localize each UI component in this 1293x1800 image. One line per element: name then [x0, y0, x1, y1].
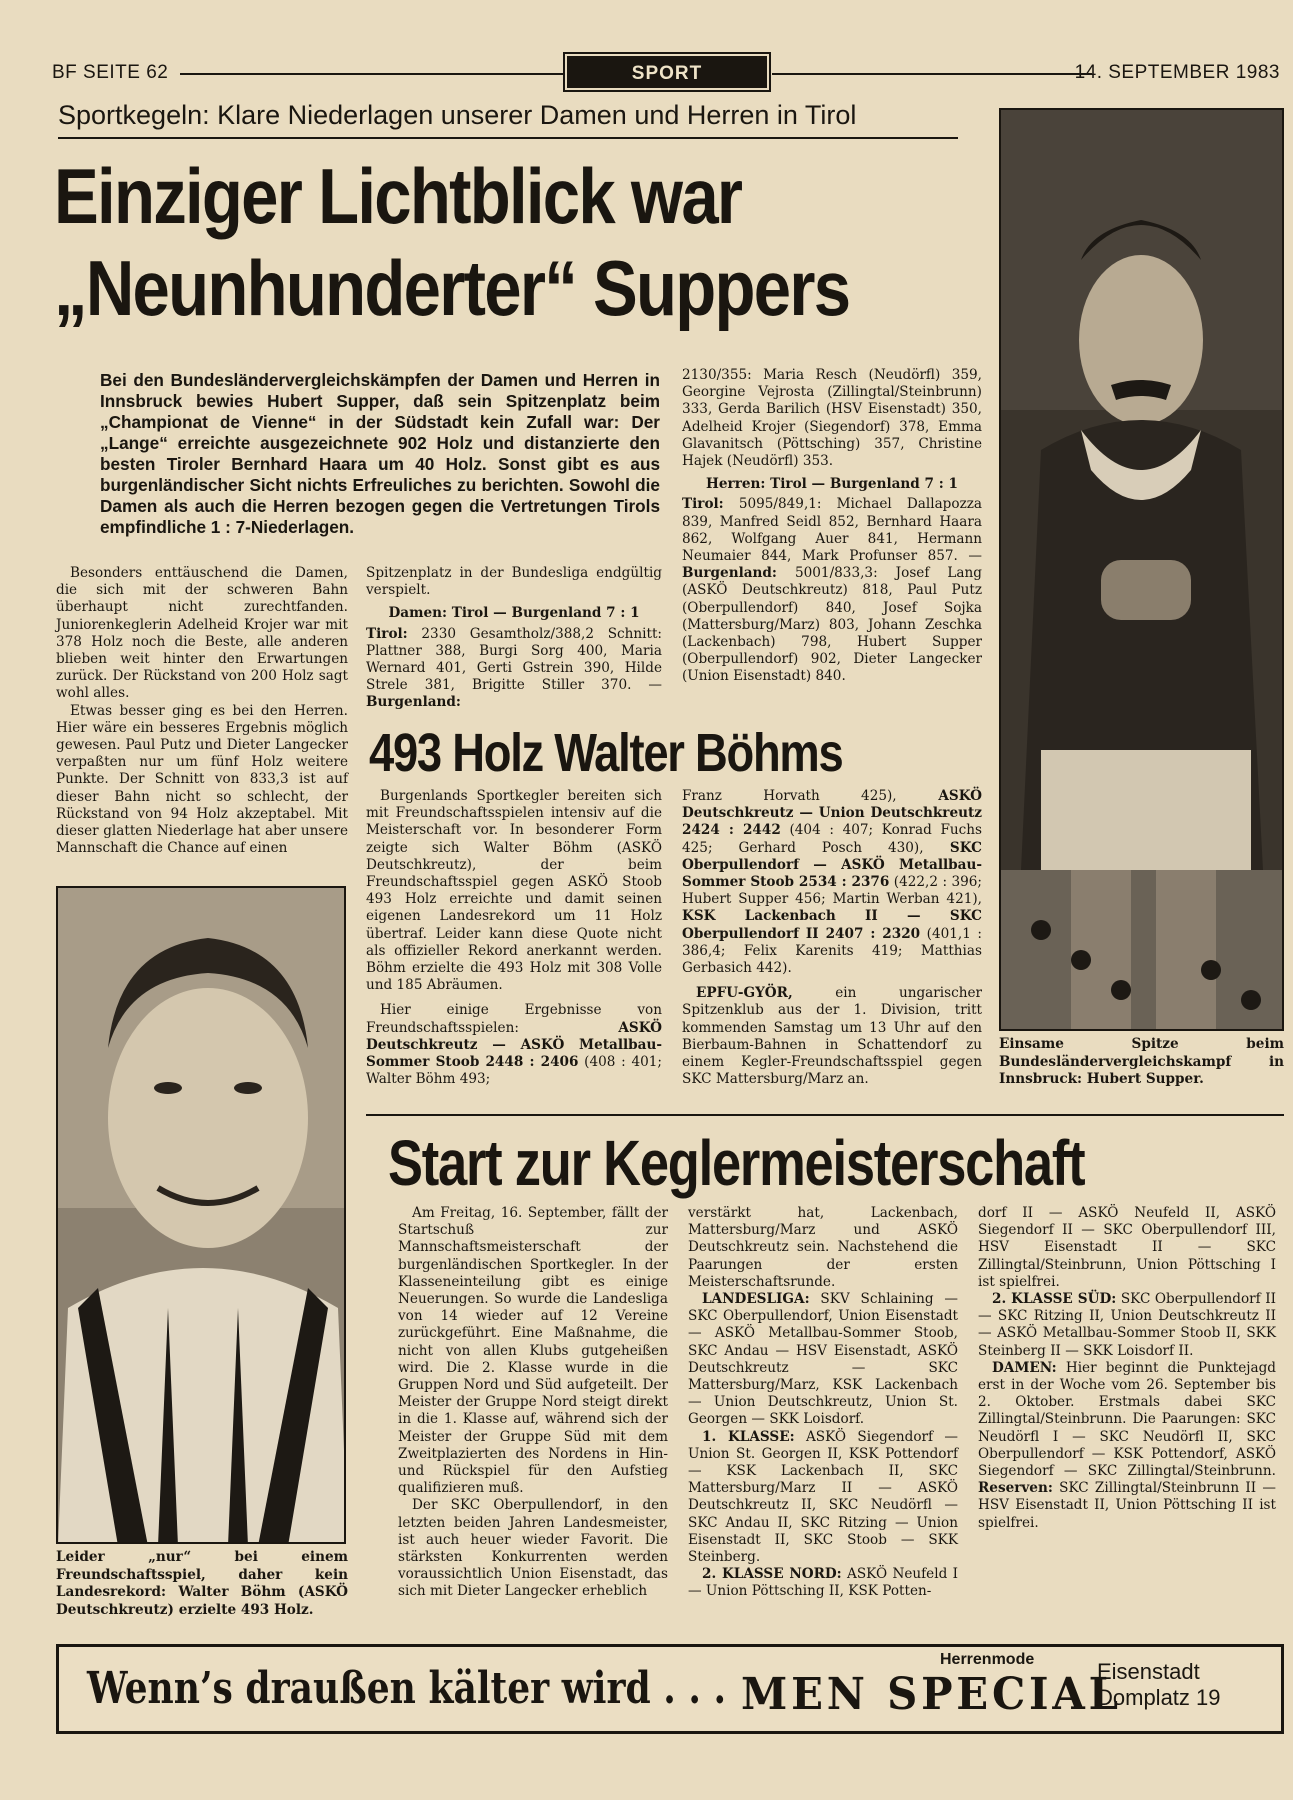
article2-column-2: [682, 788, 982, 1088]
article1-column-1: [56, 565, 348, 857]
header-rule-right: [772, 73, 1092, 75]
league-paragraph: [688, 1291, 958, 1429]
paragraph: Spitzenplatz in der Bundesliga endgültig verspielt.: [366, 565, 662, 599]
article2-headline: 493 Holz Walter Böhms: [369, 723, 843, 783]
section-badge: SPORT: [567, 56, 767, 88]
match-result: ASKÖ Deutschkreutz — Union Deutschkreutz 2424 : 2442: [682, 788, 982, 839]
results-paragraph: [366, 1002, 662, 1088]
match-result: SKC Oberpullendorf — ASKÖ Metallbau-Sommer Stoob 2534 : 2376: [682, 839, 982, 891]
results-text: (422,2 : 396; Hubert Supper 456; Martin Werban 421),: [682, 874, 982, 908]
photo-walter-boehm: [56, 886, 346, 1544]
article1-lead: Bei den Bundesländervergleichskämpfen der Damen und Herren in Innsbruck bewies Hubert Supper, daß sein Spitzenplatz beim „Championat de Vienne“ in der Südstadt kein Zufall war: Der „Lange“ erreichte ausgezeichnete 902 Holz und distanzierte den besten Tiroler Bernhard Haara um 40 Holz. Sonst gibt es aus burgenländischer Sicht nichts Erfreuliches zu berichten. Sowohl die Damen als auch die Herren bezogen gegen die Vertretungen Tirols empfindliche 1 : 7-Niederlagen.: [100, 370, 660, 537]
kicker-rule: [58, 137, 958, 139]
ad-brand-logo: MEN SPECIAL: [741, 1669, 1122, 1720]
match-result: ASKÖ Deutschkreutz — ASKÖ Metallbau-Sommer Stoob 2448 : 2406: [366, 1019, 662, 1071]
pairings-text: SKV Schlaining — SKC Oberpullendorf, Union Eisenstadt — ASKÖ Metallbau-Sommer Stoob, SKC Andau — HSV Eisenstadt, ASKÖ Deutschkreutz — SKC Mattersburg/Marz, KSK Lackenbach — Union Deutschkreutz, Union St. Georgen — SKK Loisdorf.: [688, 1291, 958, 1428]
results-intro: Hier einige Ergebnisse von Freundschaftsspielen:: [366, 1002, 662, 1036]
results-text: 5095/849,1: Michael Dallapozza 839, Manfred Seidl 852, Bernhard Haara 862, Wolfgang Auer 841, Hermann Neumaier 844, Mark Profunser 857. —: [682, 496, 982, 565]
team-label: Tirol:: [366, 625, 408, 642]
headline-line-2: „Neunhunderter“ Suppers: [54, 244, 850, 332]
subheading-damen: Damen: Tirol — Burgenland 7 : 1: [388, 605, 640, 622]
results-paragraph: [682, 496, 982, 685]
article2-column-1: [366, 788, 662, 1088]
article1-column-3: [682, 367, 982, 686]
box-top-rule: [366, 1114, 1284, 1118]
paragraph: 2130/355: Maria Resch (Neudörfl) 359, Georgine Vejrosta (Zillingtal/Steinbrunn) 333, Gerda Barilich (HSV Eisenstadt) 350, Adelheid Krojer (Siegendorf) 378, Emma Glavanitsch (Pöttsching) 357, Christine Hajek (Neudörfl) 353.: [682, 367, 982, 470]
results-text: (404 : 407; Konrad Fuchs 425; Gerhard Posch 430),: [682, 822, 982, 856]
paragraph: Am Freitag, 16. September, fällt der Startschuß zur Mannschaftsmeisterschaft der burgenländischen Sportkegler. In der Klasseneinteilung gibt es einige Neuerungen. So wurde die Landesliga von 14 wieder auf 12 Vereine zurückgeführt. Eine Maßnahme, die nicht von allen Klubs gutgeheißen wird. Die 2. Klasse wurde in die Gruppen Nord und Süd aufgeteilt. Der Meister der Gruppe Nord steigt direkt in die 1. Klasse auf, während sich der Meister der Gruppe Süd mit dem Zweitplazierten des Nordens in Hin- und Rückspiel für den Aufstieg qualifizieren muß.: [398, 1205, 668, 1497]
subheading-herren: Herren: Tirol — Burgenland 7 : 1: [706, 476, 958, 493]
league-label: LANDESLIGA:: [702, 1291, 810, 1308]
pairings-text: SKC Zillingtal/Steinbrunn II — HSV Eisenstadt II, Union Pöttsching II ist spielfrei.: [978, 1480, 1276, 1531]
club-name: EPFU-GYÖR,: [696, 985, 793, 1002]
pairings-text: ASKÖ Siegendorf — Union St. Georgen II, KSK Pottendorf — KSK Lackenbach II, SKC Mattersburg/Marz II — ASKÖ Deutschkreutz II, SKC Neudörfl — SKC Andau II, SKC Ritzing — Union Eisenstadt II, SKC Stoob — SKK Steinberg.: [688, 1428, 958, 1566]
paragraph: Der SKC Oberpullendorf, in den letzten beiden Jahren Landesmeister, ist auch heuer wieder Favorit. Die stärksten Konkurrenten werden voraussichtlich Union Eisenstadt, das sich mit Dieter Langecker erheblich: [398, 1497, 668, 1600]
pairings-text: ASKÖ Neufeld I — Union Pöttsching II, KSK Potten-: [688, 1566, 958, 1600]
article3-column-1: [398, 1205, 668, 1601]
paragraph: Burgenlands Sportkegler bereiten sich mit Freundschaftsspielen intensiv auf die Meisterschaft vor. In besonderer Form zeigte sich Walter Böhm (ASKÖ Deutschkreutz), der beim Freundschaftsspiel gegen ASKÖ Stoob 493 Holz erreichte und damit seinen eigenen Landesrekord um 11 Holz übertraf. Leider kann diese Quote nicht als offizieller Rekord anerkannt werden. Böhm erzielte die 493 Holz mit 308 Volle und 185 Abräumen.: [366, 788, 662, 994]
advertisement: [56, 1644, 1284, 1734]
photo-hubert-supper: [999, 108, 1284, 1031]
results-text: Franz Horvath 425),: [682, 788, 897, 804]
headline-line-1: Einziger Lichtblick war: [54, 152, 742, 240]
paragraph: verstärkt hat, Lackenbach, Mattersburg/Marz und ASKÖ Deutschkreutz sein. Nachstehend die Paarungen der ersten Meisterschaftsrunde.: [688, 1205, 958, 1290]
results-paragraph: [682, 788, 982, 977]
paragraph: Besonders enttäuschend die Damen, die sich mit der schweren Bahn überhaupt nicht zurechtfanden. Juniorenkeglerin Adelheid Krojer war mit 378 Holz noch die Beste, alle anderen blieben weit hinter den Erwartungen zurück. Der Rückstand von 200 Holz sagt wohl alles.: [56, 565, 348, 702]
photo2-caption: Leider „nur“ bei einem Freundschaftsspiel, daher kein Landesrekord: Walter Böhm (ASKÖ Deutschkreutz) erzielte 493 Holz.: [56, 1549, 348, 1618]
article1-headline: [54, 150, 862, 334]
team-label: Burgenland:: [366, 694, 461, 711]
photo-illustration: [58, 888, 346, 1544]
league-paragraph: [688, 1566, 958, 1600]
pairings-paragraph: dorf II — ASKÖ Neufeld II, ASKÖ Siegendorf II — SKC Oberpullendorf III, HSV Eisenstadt II — SKC Zillingtal/Steinbrunn, Union Pöttsching I ist spielfrei.: [978, 1205, 1276, 1290]
league-label: 2. KLASSE SÜD:: [992, 1291, 1117, 1308]
league-paragraph: [978, 1291, 1276, 1360]
team-label: Burgenland:: [682, 565, 777, 582]
header-rule-left: [180, 73, 565, 75]
match-result: KSK Lackenbach II — SKC Oberpullendorf II 2407 : 2320: [682, 908, 982, 942]
paragraph: Etwas besser ging es bei den Herren. Hier wäre ein besseres Ergebnis möglich gewesen. Paul Putz und Dieter Langecker verpaßten nur um fünf Holz weitere Punkte. Der Schnitt von 833,3 ist auf dieser Bahn nicht so schlecht, der Rückstand von 94 Holz akzeptabel. Mit dieser glatten Niederlage hat aber unsere Mannschaft die Chance auf einen: [56, 702, 348, 857]
ad-city: Eisenstadt: [1097, 1659, 1200, 1684]
league-label: 2. KLASSE NORD:: [702, 1566, 842, 1583]
article3-headline: Start zur Keglermeisterschaft: [388, 1127, 1085, 1199]
ad-brand-subtitle: Herrenmode: [940, 1651, 1035, 1668]
league-label: DAMEN:: [992, 1359, 1057, 1376]
team-label: Tirol:: [682, 496, 724, 513]
article3-column-3: [978, 1205, 1276, 1532]
ad-street: Domplatz 19: [1097, 1685, 1221, 1710]
pairings-text: Hier beginnt die Punktejagd erst in der Woche vom 26. September bis 2. Oktober. Erstmals dabei SKC Zillingtal/Steinbrunn. Die Paarungen: SKC Neudörfl I — SKC Neudörfl II, SKC Oberpullendorf — KSK Pottendorf, ASKÖ Siegendorf — SKC Zillingtal/Steinbrunn.: [978, 1359, 1276, 1480]
article1-column-2: [366, 565, 662, 712]
results-paragraph: [366, 626, 662, 712]
results-text: (401,1 : 386,4; Felix Karenits 419; Matthias Gerbasich 442).: [682, 925, 982, 977]
photo-illustration: [1001, 110, 1284, 1031]
paragraph-text: ein ungarischer Spitzenklub aus der 1. Division, tritt kommenden Samstag um 13 Uhr auf den Bierbaum-Bahnen in Schattendorf zu einem Kegler-Freundschaftsspiel gegen SKC Mattersburg/Marz an.: [682, 985, 982, 1088]
league-label: Reserven:: [978, 1480, 1053, 1497]
league-paragraph: [978, 1360, 1276, 1532]
ad-slogan: Wenn’s draußen kälter wird . . .: [87, 1663, 727, 1714]
league-paragraph: [688, 1429, 958, 1567]
paragraph: [682, 985, 982, 1088]
ad-address: [1097, 1659, 1221, 1711]
results-text: 2330 Gesamtholz/388,2 Schnitt: Plattner 388, Burgi Sorg 400, Maria Wernard 401, Gerti Gstrein 390, Hilde Strele 381, Brigitte Stiller 370. —: [366, 625, 662, 694]
results-text: 5001/833,3: Josef Lang (ASKÖ Deutschkreutz) 818, Paul Putz (Oberpullendorf) 840, Josef Sojka (Mattersburg/Marz) 803, Johann Zeschka (Lackenbach) 798, Hubert Supper (Oberpullendorf) 902, Dieter Langecker (Union Eisenstadt) 840.: [682, 565, 982, 685]
photo1-caption: Einsame Spitze beim Bundesländervergleichskampf in Innsbruck: Hubert Supper.: [999, 1036, 1284, 1087]
league-label: 1. KLASSE:: [702, 1428, 795, 1445]
pairings-text: SKC Oberpullendorf II — SKC Ritzing II, Union Deutschkreutz II — ASKÖ Metallbau-Sommer Stoob II, SKK Steinberg II — SKK Loisdorf II.: [978, 1291, 1276, 1359]
results-text: (408 : 401; Walter Böhm 493;: [366, 1054, 662, 1088]
page-header: [52, 56, 1280, 90]
article1-kicker: Sportkegeln: Klare Niederlagen unserer Damen und Herren in Tirol: [58, 100, 857, 130]
article3-column-2: [688, 1205, 958, 1601]
page-number: BF SEITE 62: [52, 62, 169, 83]
issue-date: 14. SEPTEMBER 1983: [1074, 62, 1280, 83]
